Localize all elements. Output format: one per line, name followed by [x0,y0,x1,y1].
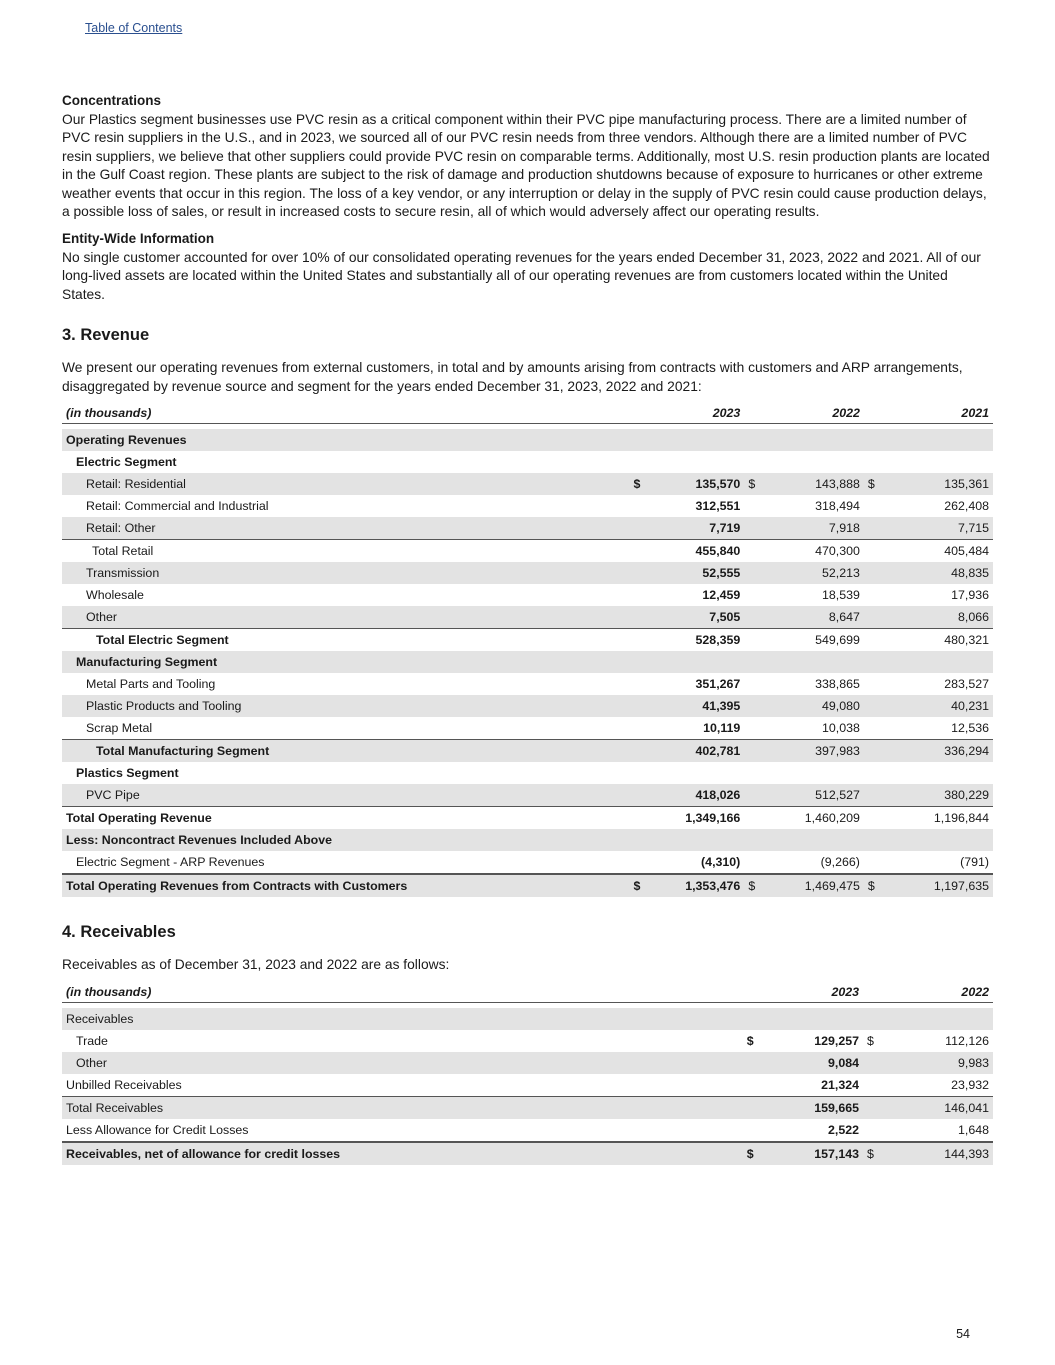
table-row: Manufacturing Segment [62,651,993,673]
table-row: Less Allowance for Credit Losses 2,522 1,648 [66,1123,989,1138]
concentrations-text: Our Plastics segment businesses use PVC resin as a critical component within their PVC pipe manufacturing process. There are a limited number of PVC resin suppliers in the U.S., and in 2023, we sourced all of our PVC resin needs from three vendors. Although there are a limited number of PVC resin suppliers, we believe that other suppliers could provide PVC resin on comparable terms. Additionally, most U.S. resin production plants are located in the Gulf Coast region. These plants are subject to the risk of damage and production shutdowns because of exposure to hurricanes or other extreme weather events that occur in this region. The loss of a key vendor, or any interruption or delay in the supply of PVC resin could cause production delays, a possible loss of sales, or result in increased costs to secure resin, all of which would adversely affect our operating results. [62,111,990,220]
table-row: Retail: Commercial and Industrial 312,551 318,494 262,408 [86,498,989,513]
revenue-table [62,403,993,897]
year-2021: 2021 [886,403,993,424]
page-content [62,92,993,1165]
table-row: Other 9,084 9,983 [62,1052,993,1074]
table-row: Total Operating Revenue 1,349,166 1,460,209 1,196,844 [62,806,993,829]
unit-label: (in thousands) [62,403,629,424]
concentrations-section [62,92,993,222]
page-number: 54 [956,1327,970,1341]
table-row: Unbilled Receivables 21,324 23,932 [66,1078,989,1093]
revenue-heading: 3. Revenue [62,326,150,345]
table-row: Trade $ 129,257 $ 112,126 [76,1034,989,1049]
table-row: Total Retail 455,840 470,300 405,484 [62,539,993,562]
table-row: Operating Revenues [62,429,993,451]
table-row: Metal Parts and Tooling 351,267 338,865 283,527 [86,676,989,691]
unit-label: (in thousands) [62,982,743,1003]
table-row: Total Electric Segment 528,359 549,699 480,321 [62,628,993,651]
entity-wide-section [62,230,993,304]
table-row: Plastic Products and Tooling 41,395 49,080 40,231 [62,695,993,717]
revenue-table-header [62,403,993,424]
table-row: Wholesale 12,459 18,539 17,936 [86,587,989,602]
table-row: Total Manufacturing Segment 402,781 397,983 336,294 [62,739,993,762]
receivables-table-header [62,982,993,1003]
year-2022: 2022 [885,982,993,1003]
year-2023: 2023 [765,982,863,1003]
table-row: Less: Noncontract Revenues Included Above [62,829,993,851]
year-2022: 2022 [766,403,864,424]
table-row: PVC Pipe 418,026 512,527 380,229 [62,784,993,807]
table-row: Plastics Segment [76,765,179,780]
concentrations-title: Concentrations [62,93,162,108]
receivables-intro: Receivables as of December 31, 2023 and 2022 are as follows: [62,956,450,972]
year-2023: 2023 [651,403,744,424]
entity-wide-title: Entity-Wide Information [62,231,215,247]
table-row: Retail: Other 7,719 7,918 7,715 [62,517,993,540]
table-row: Receivables, net of allowance for credit losses $ 157,143 $ 144,393 [62,1142,993,1165]
table-row: Retail: Residential $ 135,570 $ 143,888 $ 135,361 [62,473,993,495]
table-row: Other 7,505 8,647 8,066 [62,606,993,629]
entity-wide-text: No single customer accounted for over 10% of our consolidated operating revenues for the years ended December 31, 2023, 2022 and 2021. All of our long-lived assets are located within the United States and substantially all of our operating revenues are from customers located within the United States. [62,249,981,302]
table-of-contents-link[interactable]: Table of Contents [85,21,183,35]
table-row: Total Operating Revenues from Contracts with Customers $ 1,353,476 $ 1,469,475 $ 1,197,635 [62,874,993,897]
table-row: Transmission 52,555 52,213 48,835 [62,562,993,584]
table-row: Total Receivables 159,665 146,041 [62,1097,993,1120]
revenue-intro: We present our operating revenues from external customers, in total and by amounts arising from contracts with customers and ARP arrangements, disaggregated by revenue source and segment for the years ended December 31, 2023, 2022 and 2021: [62,360,963,394]
receivables-table [62,982,993,1165]
table-row: Receivables [62,1008,993,1030]
table-row: Electric Segment [76,454,177,469]
table-row: Scrap Metal 10,119 10,038 12,536 [86,720,989,735]
receivables-heading: 4. Receivables [62,922,176,941]
table-row: Electric Segment - ARP Revenues (4,310) (9,266) (791) [76,854,989,869]
